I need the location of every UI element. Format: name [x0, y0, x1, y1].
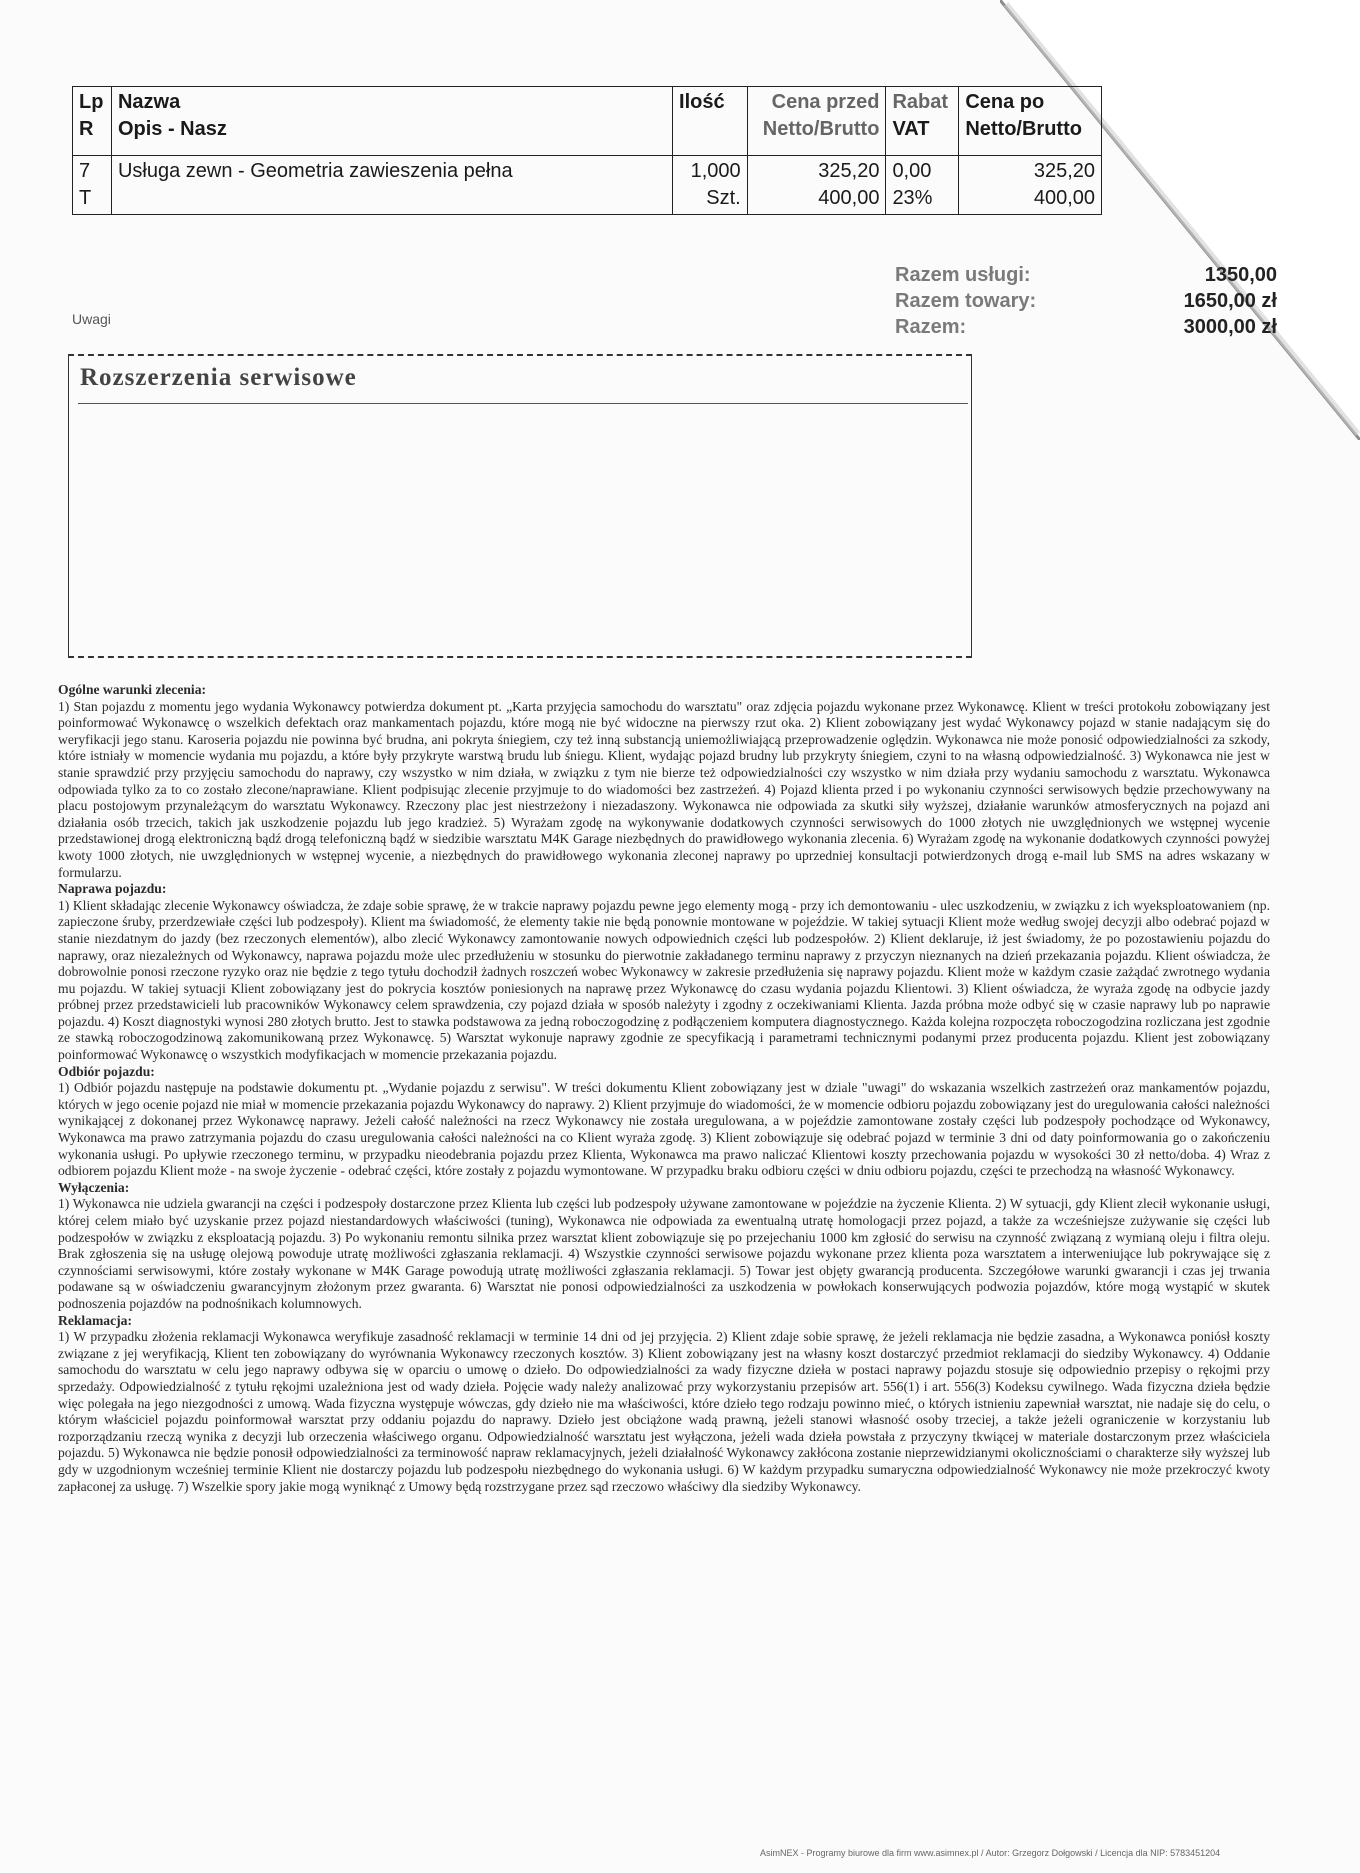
row-lp: 7 T — [73, 156, 112, 215]
terms-heading: Wyłączenia: — [58, 1179, 130, 1195]
folded-corner — [1000, 0, 1360, 440]
header-lp: Lp R — [73, 87, 112, 156]
terms-section — [58, 682, 1270, 1495]
header-rabat: Rabat VAT — [886, 87, 959, 156]
terms-block — [58, 682, 1270, 881]
items-table — [72, 86, 1102, 215]
row-price-before: 325,20 400,00 — [747, 156, 886, 215]
table-header-row — [73, 87, 1102, 156]
terms-heading: Ogólne warunki zlecenia: — [58, 682, 207, 697]
header-price-after: Cena po Netto/Brutto — [959, 87, 1102, 156]
footer-note: AsimNEX - Programy biurowe dla firm www.asimnex.pl / Autor: Grzegorz Dołgowski / Licencja dla NIP: 5783451204 — [760, 1848, 1221, 1858]
terms-text: 1) W przypadku złożenia reklamacji Wykonawca weryfikuje zasadność reklamacji w terminie 14 dni od jej przyjęcia. 2) Klient zdaje sobie sprawę, że jeżeli reklamacja nie będzie zasadna, a Wykonawca poniósł koszty związane z jej weryfikacją, Klient ten zobowiązany do wyrównania Wykonawcy rzeczonych kosztów. 3) Klient zobowiązany jest na własny koszt dostarczyć przedmiot reklamacji do siedziby Wykonawcy. 4) Oddanie samochodu do warsztatu w celu jego naprawy odbywa się w oparciu o umowę o dzieło. Do odpowiedzialności za wady fizyczne dzieła w postaci naprawy pojazdu stosuje się odpowiednio przepisy o rękojmi przy sprzedaży. Odpowiedzialność z tytułu rękojmi uzależniona jest od wady dzieła. Pojęcie wady należy analizować przy wykorzystaniu przepisów art. 556(1) i art. 556(3) Kodeksu cywilnego. Wada fizyczna dzieła będzie więc polegała na jego niezgodności z umową. Wada fizyczna występuje wówczas, gdy dzieło nie ma właściwości, które dzieło tego rodzaju powinno mieć, o których istnieniu zapewniał warsztat, nie nadaje się do celu, o którym właściciel pojazdu poinformował warsztat przy oddaniu pojazdu do naprawy. Dzieło jest obciążone wadą prawną, jeżeli stanowi własność osoby trzeciej, a także jeżeli ograniczenie w korzystaniu lub rozporządzaniu rzeczą wynika z decyzji lub orzeczenia właściwego organu. Odpowiedzialność warsztatu jest wyłączona, jeżeli wada dzieła powstała z przyczyny tkwiącej w materiale dostarczonym przez właściciela pojazdu. 5) Wykonawca nie będzie ponosił odpowiedzialności za terminowość napraw reklamacyjnych, jeżeli działalność Wykonawcy zakłócona zostanie nieprzewidzianymi okolicznościami o charakterze siły wyższej lub gdy w uzgodnionym wcześniej terminie Klient nie dostarczy pojazdu lub podzespołu niezbędnego do wykonania usługi. 6) W każdym przypadku sumaryczna odpowiedzialność Wykonawcy nie może przekroczyć kwoty zapłaconej za usługę. 7) Wszelkie spory jakie mogą wyniknąć z Umowy będą rozstrzygane przez sąd rzeczowo właściwy dla siedziby Wykonawcy. — [58, 1329, 1270, 1494]
terms-text: 1) Klient składając zlecenie Wykonawcy oświadcza, że zdaje sobie sprawę, że w trakcie naprawy pojazdu pewne jego elementy mogą - przy ich demontowaniu - ulec uszkodzeniu, w związku z ich wyeksploatowaniem (np. zapieczone śruby, przerdzewiałe części lub podzespoły). Klient ma świadomość, że elementy takie nie będą ponownie montowane w pojeździe. W takiej sytuacji Klient może według swojej decyzji albo odebrać pojazd w stanie niezdatnym do jazdy (bez rzeczonych elementów), albo zlecić Wykonawcy zamontowanie nowych odpowiednich części lub podzespołów. 2) Klient deklaruje, iż jest świadomy, że po pozostawieniu pojazdu do naprawy, oraz niezależnych od Wykonawcy, naprawa pojazdu może ulec przedłużeniu w stosunku do pierwotnie zakładanego terminu naprawy z przyczyn nieznanych na dzień przekazania pojazdu. Klient oświadcza, że dobrowolnie ponosi rzeczone ryzyko oraz nie będzie z tego tytułu dochodził żadnych roszczeń wobec Wykonawcy w zakresie przedłużenia się naprawy pojazdu. Klient może w każdym czasie zażądać zwrotnego wydania mu pojazdu. W takiej sytuacji Klient zobowiązany jest do pokrycia kosztów poniesionych na naprawę przez Wykonawcę do czasu wydania pojazdu Klientowi. 3) Klient oświadcza, że wyraża zgodę na odbycie jazdy próbnej przez przedstawicieli lub pracowników Wykonawcy celem sprawdzenia, czy pojazd działa w sposób należyty i zgodny z oczekiwaniami Klienta. Jazda próbna może odbyć się w czasie naprawy lub po naprawie pojazdu. 4) Koszt diagnostyki wynosi 280 złotych brutto. Jest to stawka podstawowa za jedną roboczogodzinę z podłączeniem komputera diagnostycznego. Każda kolejna rozpoczęta roboczogodzina rozliczana jest zgodnie ze stawką roboczogodzinową zakomunikowaną przez Wykonawcę. 5) Warsztat wykonuje naprawy zgodnie ze specyfikacją i parametrami technicznymi podanymi przez producenta pojazdu. Klient jest zobowiązany poinformować Wykonawcę o wszystkich modyfikacjach w momencie przekazania pojazdu. — [58, 897, 1270, 1063]
uwagi-label: Uwagi — [72, 311, 111, 327]
extensions-title: Rozszerzenia serwisowe — [80, 364, 357, 391]
header-price-before: Cena przed Netto/Brutto — [747, 87, 886, 156]
terms-block — [58, 1313, 1270, 1496]
header-qty: Ilość — [673, 87, 748, 156]
terms-block — [58, 881, 1270, 1064]
extensions-box — [68, 354, 972, 658]
terms-heading: Odbiór pojazdu: — [58, 1063, 155, 1079]
terms-text: 1) Wykonawca nie udziela gwarancji na części i podzespoły dostarczone przez Klienta lub części lub podzespoły używane zamontowane w pojeździe na życzenie Klienta. 2) W sytuacji, gdy Klient zlecił wykonanie usługi, której celem miało być uzyskanie przez pojazd niestandardowych właściwości (tuning), Wykonawca nie odpowiada za ewentualną utratę homologacji przez pojazd, a także za wcześniejsze zużywanie się części lub podzespołów w związku z eksploatacją pojazdu. 3) Po wykonaniu remontu silnika przez warsztat klient zobowiązuje się po przejechaniu 1000 km zgłosić do serwisu na czynność związaną z wymianą oleju i filtra oleju. Brak zgłoszenia się na usługę olejową powoduje utratę możliwości zgłaszania reklamacji. 4) Wszystkie czynności serwisowe pojazdu wykonane przez klienta poza warsztatem a interweniujące lub pokrywające się z czynnościami serwisowymi, które zostały wykonane w M4K Garage powodują utratę możliwości zgłaszania reklamacji. 5) Towar jest objęty gwarancją producenta. Szczegółowe warunki gwarancji i czas jej trwania podawane są w oświadczeniu gwarancyjnym złożonym przez gwaranta. 6) Warsztat nie ponosi odpowiedzialności za uszkodzenia w powłokach konserwujących podwozia pojazdów, które mogą wystąpić w skutek podnoszenia pojazdów na podnośnikach kolumnowych. — [58, 1196, 1270, 1311]
totals-goods: Razem towary: 1650,00 zł — [895, 290, 1277, 312]
terms-block — [58, 1180, 1270, 1313]
row-price-after: 325,20 400,00 — [959, 156, 1102, 215]
extensions-divider — [78, 403, 968, 404]
row-rabat: 0,00 23% — [886, 156, 959, 215]
table-row — [73, 156, 1102, 215]
totals-sum: Razem: 3000,00 zł — [895, 316, 1277, 338]
terms-text: 1) Stan pojazdu z momentu jego wydania Wykonawcy potwierdza dokument pt. „Karta przyjęcia samochodu do warsztatu" oraz zdjęcia pojazdu wykonane przez Wykonawcę. Klient w treści protokołu zobowiązany jest poinformować Wykonawcę o wszelkich defektach oraz mankamentach pojazdu, które mogą nie być widoczne na pierwszy rzut oka. 2) Klient zobowiązany jest wydać Wykonawcy pojazd w stanie nadającym się do weryfikacji jego stanu. Karoseria pojazdu nie powinna być brudna, ani pokryta śniegiem, czy też inną substancją uniemożliwiającą przeprowadzenie oględzin. Wykonawca nie może ponosić odpowiedzialności za szkody, które istniały w momencie wydania mu pojazdu, a które były przykryte warstwą brudu lub śniegu. Klient, wydając pojazd brudny lub przykryty śniegiem, czyni to na własną odpowiedzialność. 3) Wykonawca nie jest w stanie sprawdzić przy przyjęciu samochodu do naprawy, czy wszystko w nim działa, w związku z tym nie bierze też odpowiedzialności czy wszystko w nim działa przy wydaniu samochodu z warsztatu. Wykonawca odpowiada tylko za to co zostało zlecone/naprawiane. Klient podpisując zlecenie przyjmuje to do wiadomości bez zastrzeżeń. 4) Pojazd klienta przed i po wykonaniu czynności serwisowych będzie przechowywany na placu postojowym przynależącym do warsztatu Wykonawcy. Rzeczony plac jest niestrzeżony i niezadaszony. Wykonawca nie odpowiada za skutki siły wyższej, działanie warunków atmosferycznych na pojazd ani działania osób trzecich, takich jak uszkodzenie pojazdu lub jego kradzież. 5) Wyrażam zgodę na wykonywanie dodatkowych czynności serwisowych do 1000 złotych nie uwzględnionych we wstępnej wycenie przedstawionej drogą elektroniczną bądź drogą telefoniczną bądź w siedzibie warsztatu M4K Garage niezbędnych do prawidłowego wykonania zlecenia. 6) Wyrażam zgodę na wykonanie dodatkowych czynności powyżej kwoty 1000 złotych, nie uwzględnionych w wstępnej wycenie, a niezbędnych do prawidłowego wykonania zleconej naprawy po uprzedniej konsultacji potwierdzonych drogą e-mail lub SMS na adres wskazany w formularzu. — [58, 698, 1270, 880]
totals-services: Razem usługi: 1350,00 — [895, 264, 1277, 286]
header-name: Nazwa Opis - Nasz — [111, 87, 672, 156]
terms-heading: Reklamacja: — [58, 1312, 132, 1328]
terms-block — [58, 1064, 1270, 1180]
row-qty: 1,000 Szt. — [673, 156, 748, 215]
terms-heading: Naprawa pojazdu: — [58, 881, 167, 897]
row-name: Usługa zewn - Geometria zawieszenia pełna — [111, 156, 672, 215]
terms-text: 1) Odbiór pojazdu następuje na podstawie dokumentu pt. „Wydanie pojazdu z serwisu". W treści dokumentu Klient zobowiązany jest w dziale "uwagi" do wskazania wszelkich zastrzeżeń oraz mankamentów pojazdu, których w jego ocenie pojazd nie miał w momencie przekazania pojazdu Wykonawcy do naprawy. 2) Klient przyjmuje do wiadomości, że w momencie odbioru pojazdu zobowiązany jest do uregulowania całości należności wynikającej z dokonanej przez Wykonawcę naprawy. Jeżeli całość należności na rzecz Wykonawcy nie została uregulowana, a w pojeździe zamontowane zostały części lub podzespoły pochodzące od Wykonawcy, Wykonawca ma prawo zatrzymania pojazdu do czasu uregulowania całości należności na co Klient wyraża zgodę. 3) Klient zobowiązuje się odebrać pojazd w terminie 3 dni od daty poinformowania go o zakończeniu wykonania usługi. Po upływie rzeczonego terminu, w przypadku nieodebrania pojazdu przez Klienta, Wykonawca ma prawo naliczać Klientowi koszty przechowania pojazdu w wysokości 30 zł netto/doba. 4) Wraz z odbiorem pojazdu Klient może - na swoje życzenie - odebrać części, które zostały z pojazdu wymontowane. W przypadku braku odbioru części w dniu odbioru pojazdu, części te przechodzą na własność Wykonawcy. — [58, 1080, 1270, 1179]
totals-block — [895, 262, 1277, 340]
